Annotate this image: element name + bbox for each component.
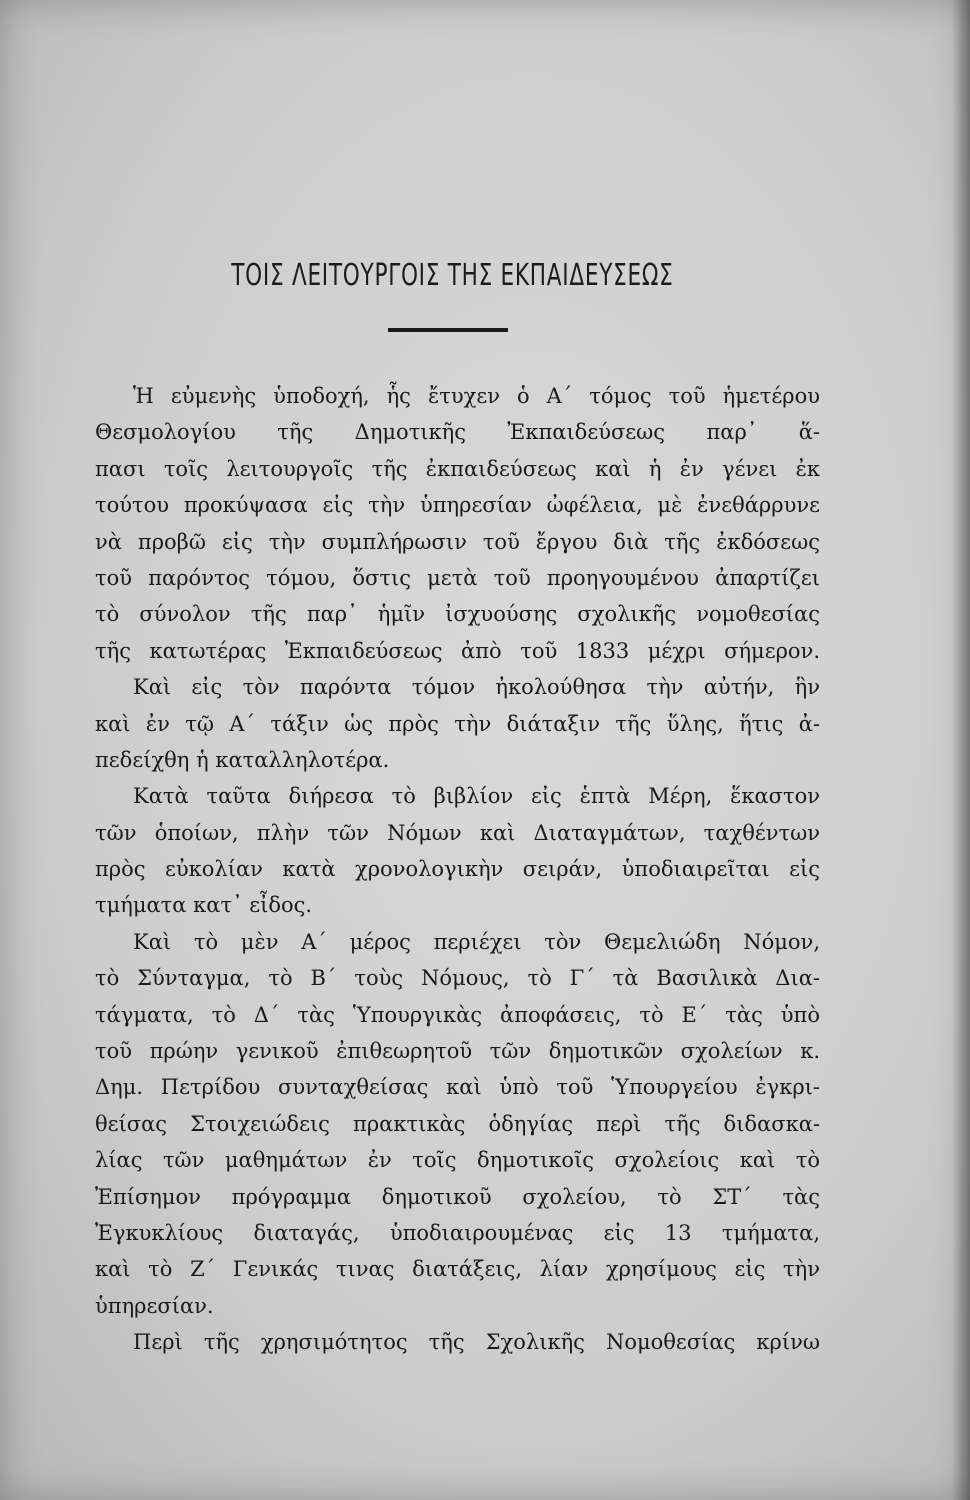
text-line: πασι τοῖς λειτουργοῖς τῆς ἐκπαιδεύσεως καὶ ἡ ἐν γένει ἐκ	[95, 456, 820, 481]
text-line: Κατὰ ταῦτα διήρεσα τὸ βιβλίον εἰς ἑπτὰ Μέρη, ἕκαστον	[133, 784, 820, 809]
text-line: νὰ προβῶ εἰς τὴν συμπλήρωσιν τοῦ ἔργου διὰ τῆς ἐκδόσεως	[95, 529, 820, 554]
text-line: τμήματα κατ᾽ εἶδος.	[95, 893, 313, 918]
text-line: Ἐγκυκλίους διαταγάς, ὑποδιαιρουμένας εἰς 13 τμήματα,	[95, 1220, 820, 1245]
text-line: πρὸς εὐκολίαν κατὰ χρονολογικὴν σειράν, ὑποδιαιρεῖται εἰς	[95, 857, 820, 882]
text-line: Δημ. Πετρίδου συνταχθείσας καὶ ὑπὸ τοῦ Ὑπουργείου ἐγκρι-	[95, 1075, 820, 1100]
text-line: τῶν ὁποίων, πλὴν τῶν Νόμων καὶ Διαταγμάτων, ταχθέντων	[95, 820, 820, 845]
text-line: τούτου προκύψασα εἰς τὴν ὑπηρεσίαν ὠφέλεια, μὲ ἐνεθάρρυνε	[95, 493, 820, 518]
text-line: τοῦ πρώην γενικοῦ ἐπιθεωρητοῦ τῶν δημοτικῶν σχολείων κ.	[95, 1039, 820, 1064]
text-line: Καὶ τὸ μὲν Α΄ μέρος περιέχει τὸν Θεμελιώδη Νόμον,	[133, 929, 820, 954]
text-line: λίας τῶν μαθημάτων ἐν τοῖς δημοτικοῖς σχολείοις καὶ τὸ	[95, 1148, 820, 1173]
body-text	[95, 378, 820, 1361]
text-line: τὸ Σύνταγμα, τὸ Β΄ τοὺς Νόμους, τὸ Γ΄ τὰ Βασιλικὰ Δια-	[95, 966, 820, 991]
text-line: Ἐπίσημον πρόγραμμα δημοτικοῦ σχολείου, τὸ ΣΤ΄ τὰς	[95, 1184, 820, 1209]
text-line: πεδείχθη ἡ καταλληλοτέρα.	[95, 747, 390, 772]
text-line: τάγματα, τὸ Δ΄ τὰς Ὑπουργικὰς ἀποφάσεις, τὸ Ε΄ τὰς ὑπὸ	[95, 1002, 820, 1027]
text-line: Θεσμολογίου τῆς Δημοτικῆς Ἐκπαιδεύσεως παρ᾽ ἅ-	[95, 420, 820, 445]
page-spine-shadow	[952, 0, 970, 1500]
text-line: τῆς κατωτέρας Ἐκπαιδεύσεως ἀπὸ τοῦ 1833 μέχρι σήμερον.	[95, 638, 820, 663]
text-line: ὑπηρεσίαν.	[95, 1293, 214, 1318]
text-line: καὶ τὸ Ζ΄ Γενικάς τινας διατάξεις, λίαν χρησίμους εἰς τὴν	[95, 1257, 820, 1282]
text-line: Περὶ τῆς χρησιμότητος τῆς Σχολικῆς Νομοθεσίας κρίνω	[133, 1330, 820, 1355]
page-heading: ΤΟΙΣ ΛΕΙΤΟΥΡΓΟΙΣ ΤΗΣ ΕΚΠΑΙΔΕΥΣΕΩΣ	[231, 258, 674, 293]
text-line: καὶ ἐν τῷ Α΄ τάξιν ὡς πρὸς τὴν διάταξιν τῆς ὕλης, ἥτις ἀ-	[95, 711, 820, 736]
text-line: Καὶ εἰς τὸν παρόντα τόμον ἠκολούθησα τὴν αὐτήν, ἣν	[133, 675, 820, 700]
heading-rule	[388, 328, 508, 332]
text-line: τοῦ παρόντος τόμου, ὅστις μετὰ τοῦ προηγουμένου ἀπαρτίζει	[95, 565, 820, 590]
text-line: θείσας Στοιχειώδεις πρακτικὰς ὁδηγίας περὶ τῆς διδασκα-	[95, 1111, 820, 1136]
text-line: Ἡ εὐμενὴς ὑποδοχή, ἧς ἔτυχεν ὁ Α΄ τόμος τοῦ ἡμετέρου	[133, 384, 820, 408]
text-line: τὸ σύνολον τῆς παρ᾽ ἡμῖν ἰσχυούσης σχολικῆς νομοθεσίας	[95, 602, 820, 627]
